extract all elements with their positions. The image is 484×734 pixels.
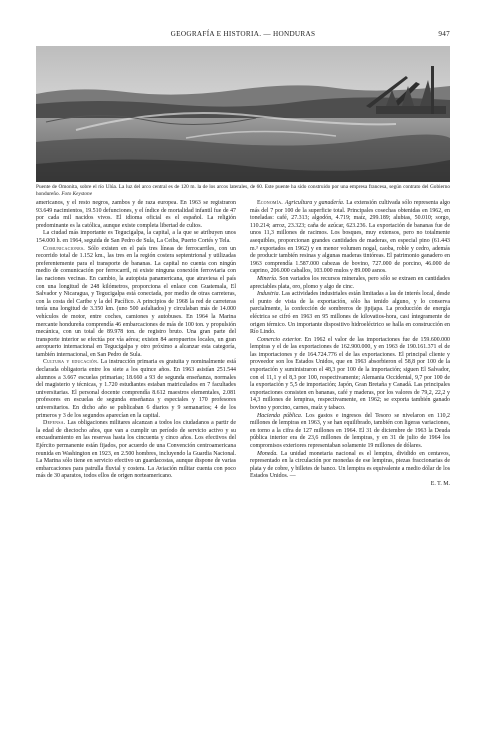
running-header <box>36 30 450 40</box>
bridge-photo-icon <box>36 46 450 182</box>
mining-heading: Minería. <box>257 275 278 282</box>
trade-text: En 1962 el valor de las importaciones fue de 159.600.000 lempiras y el de las exportaciones de 162.900.000, y en 1963 de 190.161.371 el de las importaciones y de 164.724.776 el de las exportaciones. El principal cliente y proveedor son los Estados Unidos, que en 1963 absorbieron el 58,8 por 100 de la exportación y suministraron el 48,3 por 100 de la importación; siguen El Salvador, con el 11,1 y el 8,3 por 100, respectivamente; Alemania Occidental, 9,7 por 100 de la exportación y 5,5 de importación; Japón, Gran Bretaña y Canadá. Las principales exportaciones consisten en bananas, café y maderas, por los valores de 79,2, 22,2 y 14,3 millones de lempiras, respectivamente, en 1962; se exporta también ganado bovino y porcino, carnes, maíz y tabaco. <box>250 336 450 412</box>
right-paragraph-economy <box>250 200 450 276</box>
left-paragraph-defense <box>36 420 236 481</box>
finance-heading: Hacienda pública. <box>257 412 303 419</box>
industry-heading: Industria. <box>257 291 281 298</box>
right-paragraph-trade <box>250 337 450 413</box>
defense-heading: Defensa. <box>43 420 66 427</box>
author-signature: E. T. M. <box>430 480 450 487</box>
industry-text: Las actividades industriales están limitadas a las de interés local, desde el punto de vista de la exportación, sólo ha tenido alguno, y lo conserva parcialmente, la confección de sombreros de jipijapa. La producción de energía eléctrica se cifró en 1963 en 95 millones de kilovatios-hora, casi íntegramente de origen térmico. Un importante dispositivo hidroeléctrico se halla en construcción en Río Lindo. <box>250 291 450 336</box>
trade-heading: Comercio exterior. <box>257 336 303 343</box>
culture-text: La instrucción primaria es gratuita y nominalmente está declarada obligatoria entre los siete a los quince años. En 1963 asistían 251.544 alumnos a 3.667 escuelas primarias; 18.660 a 93 de segunda enseñanza, normales del magisterio y técnicas, y 1.720 estudiantes estaban matriculados en 7 facultades universitarias. El personal docente comprendía 8.612 maestros elementales, 2.081 profesores en escuelas de segunda enseñanza y especiales y 170 profesores universitarios. En dicho año se publicaban 6 diarios y 9 semanarios; 4 de los primeros y 3 de los segundos aparecían en la capital. <box>36 359 236 419</box>
communications-text: Sólo existen en el país tres líneas de ferrocarriles, con un recorrido total de 1.152 km., las tres en la región costera septentrional y utilizadas preferentemente para el transporte de bananas. La capital no cuenta con ningún medio de comunicación por ferrocarril, ni existe ninguna conexión ferroviaria con las naciones vecinas. En cambio, la autopista panamericana, que atraviesa el país con una longitud de 248 kilómetros, proporciona el enlace con Guatemala, El Salvador y Nicaragua, y Tegucigalpa está conectada, por medio de otras carreteras, con la costa del Caribe y la del Pacífico. A principios de 1968 la red de carreteras tenía una longitud de 3.350 km. (uno 500 asfaltados) y circulaban más de 14.000 vehículos de motor, entre coches, camiones y autobuses. En 1964 la Marina mercante hondureña comprendía 46 embarcaciones de más de 100 ton. y propulsión mecánica, con un total de 89.978 ton. de registro bruto. Una gran parte del transporte interior se efectúa por vía aérea; existen 84 aeropuertos locales, un gran aeropuerto internacional en Tegucigalpa y otro próximo a alcanzar esta categoría, también internacional, en San Pedro de Sula. <box>36 245 236 358</box>
page-number: 947 <box>438 30 450 38</box>
left-paragraph-communications <box>36 246 236 360</box>
caption-text: Puente de Omonita, sobre el río Ulúa. La luz del arco central es de 120 m. la de los arcos laterales, de 60. Este puente ha sido construido por una empresa francesa, según contrato del Gobierno hondureño. <box>36 184 450 198</box>
mining-text: Son variados los recursos minerales, pero sólo se extraen en cantidades apreciables plata, oro, plomo y algo de cinc. <box>250 275 450 290</box>
caption-credit: Foto Keystone <box>61 191 93 198</box>
running-title: GEOGRAFÍA E HISTORIA. — HONDURAS <box>170 30 316 38</box>
left-column <box>36 200 236 481</box>
defense-text: Las obligaciones militares alcanzan a todos los ciudadanos a partir de la edad de dieciocho años, que van a cumplir un período de servicio activo y su encuadramiento en las reservas hasta los cincuenta y cinco años. Los efectivos del Ejército permanente están fijados, por acuerdo de una Convención centroamericana reunida en Washington en 1923, en 2.500 hombres, incluyendo la Guardia Nacional. La Marina sólo tiene en servicio efectivo un guardacostas, aunque dispone de varias embarcaciones para patrulla fluvial y costera. La Aviación militar cuenta con poco más de 30 aparatos, todos ellos de origen norteamericano. <box>36 420 236 480</box>
economy-text: La extensión cultivada sólo representa algo más del 7 por 100 de la superficie total. Principales cosechas obtenidas en 1962, en toneladas: café, 27.313; algodón, 4.719; maíz, 299.189; alubias, 50.010; sorgo, 110.214; arroz, 23.323; caña de azúcar, 623.236. La exportación de bananas fue de unos 11,3 millones de racimos. Los bosques, muy extensos, pero no totalmente asequibles, proporcionan grandes cantidades de maderas, en especial pino (61.443 m.³ exportados en 1962) y en menor volumen nogal, caoba, roble y cedro, además de producir también resinas y algunas maderas tintóreas. El patrimonio ganadero en 1963 comprendía 1.587.000 cabezas de bovino, 727.000 de porcino, 46.000 de caprino, 206.000 caballos, 103.000 mulos y 89.000 asnos. <box>250 200 450 275</box>
right-paragraph-mining <box>250 276 450 291</box>
right-paragraph-industry <box>250 291 450 337</box>
currency-text: La unidad monetaria nacional es el lempira, dividido en centavos, representado en la circulación por monedas de ese lempiras, piezas fraccionarias de plata y de cobre, y billetes de banco. Un lempira es equivalente a medio dólar de los Estados Unidos. — <box>250 450 450 480</box>
currency-heading: Moneda. <box>257 450 278 457</box>
left-paragraph-population: americanos, y el resto negros, zambos y de raza europea. En 1963 se registraron 93.649 nacimientos, 19.510 defunciones, y el índice de mortalidad infantil fue de 47 por cada mil nacidos vivos. El idioma oficial es el español. La religión predominante es la católica, aunque existe completa libertad de cultos. <box>36 200 236 229</box>
right-paragraph-currency <box>250 451 450 481</box>
finance-text: Los gastos e ingresos del Tesoro se nivelaron en 110,2 millones de lempiras en 1963, y se han equilibrado, también con ligeras variaciones, en torno a la cifra de 127 millones en 1964. El 31 de diciembre de 1963 la Deuda pública interior era de 23,6 millones de lempiras, y en 31 de julio de 1964 los compromisos exteriores representaban solamente 19 millones de dólares. <box>250 412 450 449</box>
communications-heading: Comunicaciones. <box>43 245 85 252</box>
right-column <box>250 200 450 489</box>
left-paragraph-cities: La ciudad más importante es Tegucigalpa, la capital, a la que se atribuyen unos 154.000 h. en 1964, seguida de San Pedro de Sula, La Ceiba, Puerto Cortés y Tela. <box>36 230 236 244</box>
bridge-photo <box>36 46 450 182</box>
left-paragraph-culture <box>36 359 236 420</box>
economy-heading: Economía. <box>257 200 283 206</box>
right-paragraph-finance <box>250 413 450 451</box>
photo-caption <box>36 184 450 198</box>
culture-heading: Cultura y educación. <box>43 359 99 366</box>
agriculture-subheading: Agricultura y ganadería. <box>284 200 345 206</box>
